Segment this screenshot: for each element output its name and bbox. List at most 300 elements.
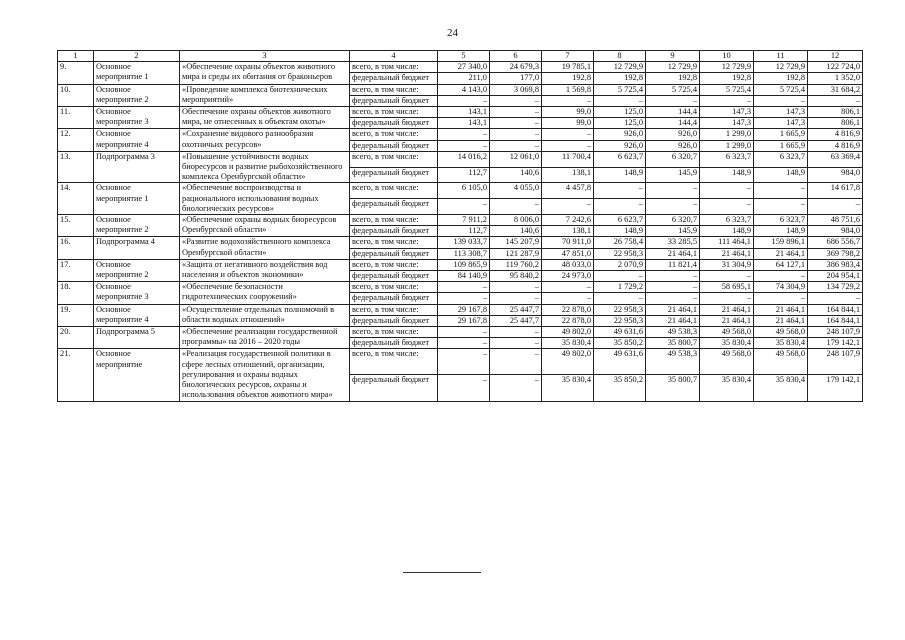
funding-source-label: всего, в том числе: [350, 129, 438, 140]
row-status: Подпрограмма 3 [94, 151, 180, 183]
amount-cell: – [700, 199, 754, 215]
amount-cell: 806,1 [808, 118, 863, 129]
row-number: 17. [58, 259, 94, 281]
amount-cell: 125,0 [594, 107, 646, 118]
row-status: Основное мероприятие 2 [94, 259, 180, 281]
amount-cell: 48 033,0 [542, 259, 594, 270]
amount-cell: 7 242,6 [542, 215, 594, 226]
amount-cell: 22 878,0 [542, 315, 594, 326]
table-row [58, 84, 863, 95]
amount-cell: – [700, 183, 754, 199]
amount-cell: 58 695,1 [700, 282, 754, 293]
table-row [58, 151, 863, 167]
amount-cell: 806,1 [808, 107, 863, 118]
amount-cell: 111 464,1 [700, 237, 754, 248]
amount-cell: 148,9 [594, 226, 646, 237]
amount-cell: 147,3 [754, 107, 808, 118]
amount-cell: 386 983,4 [808, 259, 863, 270]
header-row [58, 51, 863, 62]
amount-cell: 35 850,2 [594, 338, 646, 349]
row-number: 16. [58, 237, 94, 259]
amount-cell: 26 758,4 [594, 237, 646, 248]
amount-cell: – [490, 107, 542, 118]
amount-cell: 21 464,1 [700, 304, 754, 315]
row-title: «Защита от негативного воздействия вод населения и объектов экономики» [180, 259, 350, 281]
amount-cell: 8 006,0 [490, 215, 542, 226]
amount-cell: 138,1 [542, 167, 594, 183]
amount-cell: 84 140,9 [438, 271, 490, 282]
page-number: 24 [447, 27, 458, 39]
amount-cell: 12 729,9 [646, 62, 700, 73]
amount-cell: – [438, 129, 490, 140]
amount-cell: 147,3 [700, 118, 754, 129]
amount-cell: 148,9 [700, 167, 754, 183]
amount-cell: 145,9 [646, 226, 700, 237]
amount-cell: 33 285,5 [646, 237, 700, 248]
amount-cell: 14 016,2 [438, 151, 490, 167]
amount-cell: 4 055,0 [490, 183, 542, 199]
table-row [58, 237, 863, 248]
amount-cell: 147,3 [700, 107, 754, 118]
funding-source-label: федеральный бюджет [350, 293, 438, 304]
table-row [58, 107, 863, 118]
funding-source-label: всего, в том числе: [350, 327, 438, 338]
amount-cell: 21 464,1 [700, 248, 754, 259]
amount-cell: – [542, 282, 594, 293]
funding-source-label: всего, в том числе: [350, 215, 438, 226]
funding-source-label: всего, в том числе: [350, 107, 438, 118]
funding-source-label: всего, в том числе: [350, 62, 438, 73]
amount-cell: – [646, 95, 700, 106]
row-status: Подпрограмма 4 [94, 237, 180, 259]
amount-cell: 143,1 [438, 118, 490, 129]
row-status: Основное мероприятие 2 [94, 84, 180, 106]
amount-cell: 145 207,9 [490, 237, 542, 248]
amount-cell: 24 679,3 [490, 62, 542, 73]
amount-cell: 21 464,1 [754, 315, 808, 326]
amount-cell: 25 447,7 [490, 315, 542, 326]
amount-cell: 64 127,1 [754, 259, 808, 270]
row-number: 19. [58, 304, 94, 326]
amount-cell: 1 665,9 [754, 140, 808, 151]
amount-cell: 35 850,2 [594, 375, 646, 401]
row-title: «Реализация государственной политики в сфере лесных отношений, организации, регулирования и охраны водных биологических ресурсов, охраны и использования объектов животного мира» [180, 349, 350, 401]
funding-source-label: федеральный бюджет [350, 199, 438, 215]
row-title: «Осуществление отдельных полномочий в области водных отношений» [180, 304, 350, 326]
amount-cell: 35 830,4 [542, 375, 594, 401]
funding-source-label: федеральный бюджет [350, 140, 438, 151]
amount-cell: – [438, 282, 490, 293]
amount-cell: 926,0 [594, 140, 646, 151]
amount-cell: 29 167,8 [438, 315, 490, 326]
amount-cell: 99,0 [542, 118, 594, 129]
amount-cell: 31 684,2 [808, 84, 863, 95]
amount-cell: 984,0 [808, 167, 863, 183]
row-title: «Обеспечение воспроизводства и рационального использования водных биологических ресурсов» [180, 183, 350, 215]
amount-cell: 113 308,7 [438, 248, 490, 259]
row-title: «Обеспечение реализации государственной программы» на 2016 – 2020 годы [180, 327, 350, 349]
amount-cell: 4 816,9 [808, 129, 863, 140]
amount-cell: 49 568,0 [754, 349, 808, 375]
amount-cell: 248 107,9 [808, 327, 863, 338]
amount-cell: – [490, 338, 542, 349]
row-status: Основное мероприятие [94, 349, 180, 401]
amount-cell: 211,0 [438, 73, 490, 84]
amount-cell: – [438, 293, 490, 304]
row-status: Основное мероприятие 1 [94, 62, 180, 84]
row-title: «Обеспечение охраны водных биоресурсов Оренбургской области» [180, 215, 350, 237]
row-number: 9. [58, 62, 94, 84]
amount-cell: 22 958,3 [594, 315, 646, 326]
amount-cell: 35 800,7 [646, 338, 700, 349]
amount-cell: 140,6 [490, 226, 542, 237]
amount-cell: 109 865,9 [438, 259, 490, 270]
amount-cell: – [490, 282, 542, 293]
amount-cell: 24 973,0 [542, 271, 594, 282]
table-row [58, 282, 863, 293]
amount-cell: – [754, 271, 808, 282]
amount-cell: – [808, 95, 863, 106]
amount-cell: 49 631,6 [594, 327, 646, 338]
row-number: 21. [58, 349, 94, 401]
amount-cell: – [594, 293, 646, 304]
amount-cell: – [594, 183, 646, 199]
amount-cell: – [438, 349, 490, 375]
funding-source-label: всего, в том числе: [350, 151, 438, 167]
amount-cell: 134 729,2 [808, 282, 863, 293]
table-row [58, 304, 863, 315]
row-status: Основное мероприятие 4 [94, 129, 180, 151]
row-number: 11. [58, 107, 94, 129]
table-row [58, 62, 863, 73]
amount-cell: 48 751,6 [808, 215, 863, 226]
row-title: «Сохранение видового разнообразия охотничьих ресурсов» [180, 129, 350, 151]
amount-cell: 192,8 [700, 73, 754, 84]
amount-cell: 6 323,7 [700, 151, 754, 167]
amount-cell: – [490, 349, 542, 375]
amount-cell: 49 802,0 [542, 327, 594, 338]
row-number: 15. [58, 215, 94, 237]
amount-cell: 35 830,4 [754, 375, 808, 401]
amount-cell: – [594, 95, 646, 106]
table-row [58, 215, 863, 226]
amount-cell: 192,8 [646, 73, 700, 84]
row-title: «Повышение устойчивости водных биоресурсов и развитие рыбохозяйственного комплекса Оренбургской области» [180, 151, 350, 183]
amount-cell: 5 725,4 [754, 84, 808, 95]
amount-cell: 95 840,2 [490, 271, 542, 282]
row-title: «Развитие водохозяйственного комплекса Оренбургской области» [180, 237, 350, 259]
amount-cell: 1 299,0 [700, 129, 754, 140]
footer-divider [403, 572, 481, 573]
amount-cell: 27 340,0 [438, 62, 490, 73]
column-header: 11 [754, 51, 808, 62]
amount-cell: 74 304,9 [754, 282, 808, 293]
funding-source-label: федеральный бюджет [350, 338, 438, 349]
column-header: 3 [180, 51, 350, 62]
amount-cell: – [594, 271, 646, 282]
amount-cell: – [754, 183, 808, 199]
amount-cell: 49 538,3 [646, 349, 700, 375]
funding-source-label: всего, в том числе: [350, 237, 438, 248]
amount-cell: 21 464,1 [646, 248, 700, 259]
amount-cell: 159 896,1 [754, 237, 808, 248]
amount-cell: 139 033,7 [438, 237, 490, 248]
amount-cell: – [542, 140, 594, 151]
row-status: Основное мероприятие 4 [94, 304, 180, 326]
amount-cell: 147,3 [754, 118, 808, 129]
row-status: Основное мероприятие 3 [94, 107, 180, 129]
amount-cell: 192,8 [594, 73, 646, 84]
funding-source-label: всего, в том числе: [350, 183, 438, 199]
amount-cell: 144,4 [646, 118, 700, 129]
amount-cell: 5 725,4 [594, 84, 646, 95]
amount-cell: 164 844,1 [808, 304, 863, 315]
amount-cell: 1 569,8 [542, 84, 594, 95]
amount-cell: – [438, 327, 490, 338]
amount-cell: – [646, 282, 700, 293]
amount-cell: – [700, 293, 754, 304]
amount-cell: 148,9 [594, 167, 646, 183]
row-number: 13. [58, 151, 94, 183]
row-title: Обеспечение охраны объектов животного мира, не отнесенных к объектам охоты» [180, 107, 350, 129]
row-title: «Обеспечение охраны объектов животного мира и среды их обитания от браконьеров [180, 62, 350, 84]
amount-cell: 192,8 [754, 73, 808, 84]
amount-cell: 49 568,0 [700, 327, 754, 338]
amount-cell: 49 568,0 [700, 349, 754, 375]
amount-cell: 145,9 [646, 167, 700, 183]
amount-cell: 29 167,8 [438, 304, 490, 315]
amount-cell: 35 830,4 [754, 338, 808, 349]
amount-cell: 11 821,4 [646, 259, 700, 270]
amount-cell: 143,1 [438, 107, 490, 118]
amount-cell: 4 457,8 [542, 183, 594, 199]
amount-cell: 192,8 [542, 73, 594, 84]
amount-cell: 5 725,4 [700, 84, 754, 95]
amount-cell: – [646, 183, 700, 199]
amount-cell: 49 568,0 [754, 327, 808, 338]
amount-cell: 926,0 [594, 129, 646, 140]
budget-table [57, 50, 863, 402]
amount-cell: – [646, 199, 700, 215]
table-row [58, 183, 863, 199]
amount-cell: 49 538,3 [646, 327, 700, 338]
column-header: 2 [94, 51, 180, 62]
amount-cell: 12 729,9 [594, 62, 646, 73]
amount-cell: 6 323,7 [754, 215, 808, 226]
amount-cell: – [754, 199, 808, 215]
amount-cell: 11 700,4 [542, 151, 594, 167]
row-number: 14. [58, 183, 94, 215]
amount-cell: 19 785,1 [542, 62, 594, 73]
amount-cell: 7 911,2 [438, 215, 490, 226]
amount-cell: 1 299,0 [700, 140, 754, 151]
amount-cell: 70 911,0 [542, 237, 594, 248]
amount-cell: 21 464,1 [754, 304, 808, 315]
table-row [58, 129, 863, 140]
funding-source-label: всего, в том числе: [350, 259, 438, 270]
amount-cell: 49 802,0 [542, 349, 594, 375]
column-header: 1 [58, 51, 94, 62]
funding-source-label: федеральный бюджет [350, 315, 438, 326]
amount-cell: 984,0 [808, 226, 863, 237]
column-header: 9 [646, 51, 700, 62]
amount-cell: 6 323,7 [754, 151, 808, 167]
amount-cell: 47 851,0 [542, 248, 594, 259]
row-status: Основное мероприятие 3 [94, 282, 180, 304]
amount-cell: 14 617,8 [808, 183, 863, 199]
column-header: 12 [808, 51, 863, 62]
amount-cell: – [438, 375, 490, 401]
funding-source-label: всего, в том числе: [350, 84, 438, 95]
row-number: 10. [58, 84, 94, 106]
amount-cell: 177,0 [490, 73, 542, 84]
amount-cell: 99,0 [542, 107, 594, 118]
amount-cell: – [754, 95, 808, 106]
funding-source-label: всего, в том числе: [350, 304, 438, 315]
column-header: 8 [594, 51, 646, 62]
amount-cell: 148,9 [700, 226, 754, 237]
row-number: 18. [58, 282, 94, 304]
row-number: 12. [58, 129, 94, 151]
amount-cell: 112,7 [438, 167, 490, 183]
amount-cell: 35 830,4 [700, 375, 754, 401]
row-title: «Обеспечение безопасности гидротехнических сооружений» [180, 282, 350, 304]
amount-cell: – [438, 338, 490, 349]
amount-cell: 3 069,8 [490, 84, 542, 95]
funding-source-label: федеральный бюджет [350, 73, 438, 84]
amount-cell: – [754, 293, 808, 304]
amount-cell: 49 631,6 [594, 349, 646, 375]
amount-cell: 179 142,1 [808, 375, 863, 401]
amount-cell: – [438, 95, 490, 106]
amount-cell: 4 143,0 [438, 84, 490, 95]
amount-cell: 204 954,1 [808, 271, 863, 282]
amount-cell: 1 352,0 [808, 73, 863, 84]
row-title: «Проведение комплекса биотехнических мероприятий» [180, 84, 350, 106]
column-header: 5 [438, 51, 490, 62]
amount-cell: 6 623,7 [594, 151, 646, 167]
amount-cell: 6 105,0 [438, 183, 490, 199]
amount-cell: – [490, 140, 542, 151]
row-status: Основное мероприятие 2 [94, 215, 180, 237]
amount-cell: 6 323,7 [700, 215, 754, 226]
amount-cell: 21 464,1 [646, 304, 700, 315]
amount-cell: – [490, 118, 542, 129]
amount-cell: 164 844,1 [808, 315, 863, 326]
amount-cell: 6 623,7 [594, 215, 646, 226]
amount-cell: 6 320,7 [646, 215, 700, 226]
amount-cell: 248 107,9 [808, 349, 863, 375]
amount-cell: – [490, 375, 542, 401]
amount-cell: 140,6 [490, 167, 542, 183]
amount-cell: – [542, 95, 594, 106]
amount-cell: – [594, 199, 646, 215]
amount-cell: 22 958,3 [594, 304, 646, 315]
amount-cell: – [646, 271, 700, 282]
amount-cell: – [438, 140, 490, 151]
amount-cell: 125,0 [594, 118, 646, 129]
amount-cell: 12 061,0 [490, 151, 542, 167]
amount-cell: 21 464,1 [700, 315, 754, 326]
amount-cell: – [646, 293, 700, 304]
amount-cell: – [542, 293, 594, 304]
amount-cell: 31 304,9 [700, 259, 754, 270]
amount-cell: – [490, 293, 542, 304]
amount-cell: – [542, 129, 594, 140]
row-status: Подпрограмма 5 [94, 327, 180, 349]
amount-cell: – [808, 199, 863, 215]
amount-cell: 35 800,7 [646, 375, 700, 401]
funding-source-label: всего, в том числе: [350, 282, 438, 293]
amount-cell: 369 798,2 [808, 248, 863, 259]
amount-cell: 148,9 [754, 226, 808, 237]
amount-cell: 926,0 [646, 129, 700, 140]
amount-cell: 148,9 [754, 167, 808, 183]
amount-cell: 122 724,0 [808, 62, 863, 73]
amount-cell: 22 958,3 [594, 248, 646, 259]
amount-cell: 144,4 [646, 107, 700, 118]
amount-cell: 138,1 [542, 226, 594, 237]
amount-cell: – [438, 199, 490, 215]
amount-cell: – [490, 199, 542, 215]
row-status: Основное мероприятие 1 [94, 183, 180, 215]
funding-source-label: всего, в том числе: [350, 349, 438, 375]
amount-cell: – [490, 95, 542, 106]
amount-cell: 926,0 [646, 140, 700, 151]
funding-source-label: федеральный бюджет [350, 118, 438, 129]
funding-source-label: федеральный бюджет [350, 167, 438, 183]
amount-cell: 119 760,2 [490, 259, 542, 270]
amount-cell: 35 830,4 [700, 338, 754, 349]
amount-cell: 2 070,9 [594, 259, 646, 270]
amount-cell: 5 725,4 [646, 84, 700, 95]
amount-cell: 1 729,2 [594, 282, 646, 293]
amount-cell: 63 369,4 [808, 151, 863, 167]
amount-cell: 121 287,9 [490, 248, 542, 259]
amount-cell: 25 447,7 [490, 304, 542, 315]
amount-cell: 12 729,9 [700, 62, 754, 73]
funding-source-label: федеральный бюджет [350, 375, 438, 401]
table-row [58, 259, 863, 270]
amount-cell: – [490, 327, 542, 338]
funding-source-label: федеральный бюджет [350, 271, 438, 282]
column-header: 10 [700, 51, 754, 62]
amount-cell: – [700, 95, 754, 106]
amount-cell: 21 464,1 [754, 248, 808, 259]
amount-cell: 4 816,9 [808, 140, 863, 151]
amount-cell: 112,7 [438, 226, 490, 237]
table-row [58, 327, 863, 338]
table-row [58, 349, 863, 375]
amount-cell: 686 556,7 [808, 237, 863, 248]
amount-cell: – [808, 293, 863, 304]
funding-source-label: федеральный бюджет [350, 226, 438, 237]
amount-cell: 1 665,9 [754, 129, 808, 140]
column-header: 6 [490, 51, 542, 62]
amount-cell: 21 464,1 [646, 315, 700, 326]
funding-source-label: федеральный бюджет [350, 248, 438, 259]
amount-cell: 179 142,1 [808, 338, 863, 349]
column-header: 7 [542, 51, 594, 62]
amount-cell: – [542, 199, 594, 215]
row-number: 20. [58, 327, 94, 349]
column-header: 4 [350, 51, 438, 62]
amount-cell: – [700, 271, 754, 282]
amount-cell: 22 878,0 [542, 304, 594, 315]
amount-cell: 35 830,4 [542, 338, 594, 349]
amount-cell: – [490, 129, 542, 140]
funding-source-label: федеральный бюджет [350, 95, 438, 106]
